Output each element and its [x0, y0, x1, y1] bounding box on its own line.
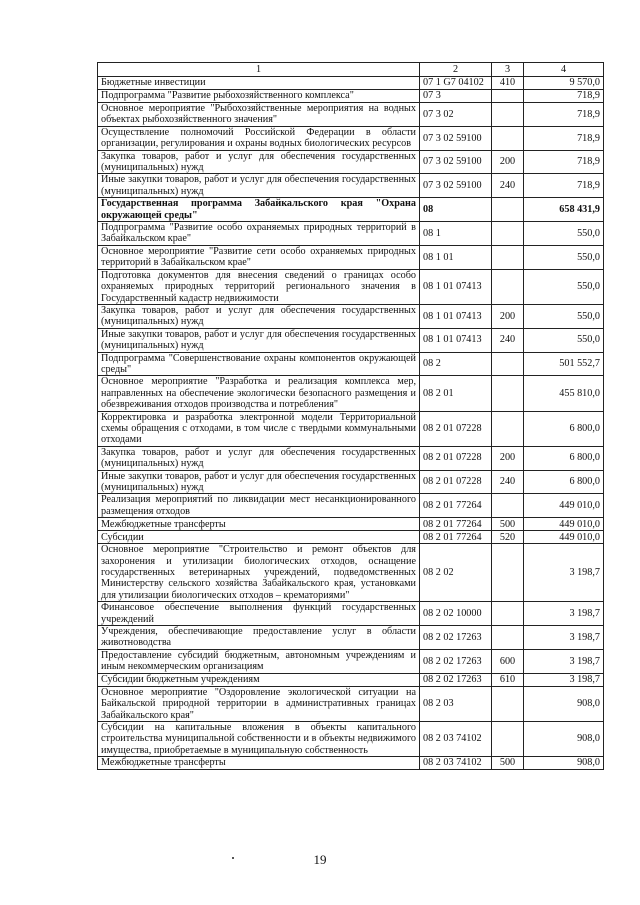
- table-row: [98, 174, 604, 198]
- row-description: Закупка товаров, работ и услуг для обеспечения государственных (муниципальных) нужд: [98, 304, 420, 328]
- row-amount: 908,0: [524, 757, 604, 770]
- row-code: 08: [420, 198, 492, 222]
- row-code: 08 2 03 74102: [420, 757, 492, 770]
- row-expense-type: [492, 103, 524, 127]
- row-amount: 718,9: [524, 90, 604, 103]
- row-expense-type: 500: [492, 757, 524, 770]
- row-description: Подготовка документов для внесения сведений о границах особо охраняемых природных территорий регионального значения в Государственный кадастр недвижимости: [98, 269, 420, 304]
- row-code: 08 2 03 74102: [420, 721, 492, 756]
- row-code: 08 2 01: [420, 376, 492, 411]
- row-description: Субсидии: [98, 531, 420, 544]
- row-code: 08 2 02 10000: [420, 602, 492, 626]
- row-description: Подпрограмма "Совершенствование охраны компонентов окружающей среды": [98, 352, 420, 376]
- row-amount: 449 010,0: [524, 494, 604, 518]
- row-expense-type: [492, 494, 524, 518]
- row-amount: 3 198,7: [524, 544, 604, 602]
- header-col-2: 2: [420, 63, 492, 77]
- row-code: 08 2 01 07228: [420, 470, 492, 494]
- row-expense-type: [492, 376, 524, 411]
- row-description: Закупка товаров, работ и услуг для обеспечения государственных (муниципальных) нужд: [98, 150, 420, 174]
- row-code: 07 3 02 59100: [420, 126, 492, 150]
- table-row: [98, 649, 604, 673]
- row-amount: 658 431,9: [524, 198, 604, 222]
- row-amount: 550,0: [524, 328, 604, 352]
- row-amount: 550,0: [524, 245, 604, 269]
- row-amount: 718,9: [524, 126, 604, 150]
- row-code: 07 3: [420, 90, 492, 103]
- table-row: [98, 411, 604, 446]
- row-expense-type: [492, 411, 524, 446]
- row-code: 08 2 01 77264: [420, 518, 492, 531]
- row-code: 08 2: [420, 352, 492, 376]
- row-amount: 550,0: [524, 269, 604, 304]
- row-code: 08 2 01 07228: [420, 411, 492, 446]
- table-row: [98, 602, 604, 626]
- table-row: [98, 446, 604, 470]
- table-row: [98, 222, 604, 246]
- row-amount: 550,0: [524, 222, 604, 246]
- row-description: Основное мероприятие "Рыбохозяйственные мероприятия на водных объектах рыбохозяйственного значения": [98, 103, 420, 127]
- row-description: Основное мероприятие "Развитие сети особо охраняемых природных территорий в Забайкальском крае": [98, 245, 420, 269]
- row-description: Иные закупки товаров, работ и услуг для обеспечения государственных (муниципальных) нужд: [98, 174, 420, 198]
- row-code: 08 1 01: [420, 245, 492, 269]
- row-code: 08 2 02 17263: [420, 649, 492, 673]
- header-col-1: 1: [98, 63, 420, 77]
- page-number: 19: [313, 852, 327, 867]
- table-row: [98, 328, 604, 352]
- row-expense-type: 610: [492, 673, 524, 686]
- row-code: 07 3 02: [420, 103, 492, 127]
- row-expense-type: [492, 90, 524, 103]
- row-code: 08 2 02: [420, 544, 492, 602]
- row-description: Основное мероприятие "Разработка и реализация комплекса мер, направленных на обеспечение экологически безопасного размещения и обезвреживания отходов производства и потребления": [98, 376, 420, 411]
- row-description: Подпрограмма "Развитие особо охраняемых природных территорий в Забайкальском крае": [98, 222, 420, 246]
- table-row: [98, 126, 604, 150]
- table-row: [98, 686, 604, 721]
- row-expense-type: [492, 686, 524, 721]
- row-expense-type: 240: [492, 174, 524, 198]
- table-row: [98, 757, 604, 770]
- table-row: [98, 376, 604, 411]
- row-code: 08 2 02 17263: [420, 673, 492, 686]
- row-expense-type: [492, 245, 524, 269]
- table-row: [98, 626, 604, 650]
- table-row: [98, 518, 604, 531]
- row-description: Бюджетные инвестиции: [98, 77, 420, 90]
- table-row: [98, 103, 604, 127]
- row-expense-type: 200: [492, 150, 524, 174]
- row-expense-type: 600: [492, 649, 524, 673]
- row-code: 08 2 02 17263: [420, 626, 492, 650]
- row-description: Иные закупки товаров, работ и услуг для обеспечения государственных (муниципальных) нужд: [98, 328, 420, 352]
- row-description: Учреждения, обеспечивающие предоставление услуг в области животноводства: [98, 626, 420, 650]
- row-description: Корректировка и разработка электронной модели Территориальной схемы обращения с отходами, в том числе с твердыми коммунальными отходами: [98, 411, 420, 446]
- row-description: Межбюджетные трансферты: [98, 757, 420, 770]
- row-expense-type: 410: [492, 77, 524, 90]
- row-description: Субсидии на капитальные вложения в объекты капитального строительства муниципальной собственности и в объекты недвижимого имущества, приобретаемые в муниципальную собственность: [98, 721, 420, 756]
- row-description: Осуществление полномочий Российской Федерации в области организации, регулирования и охраны водных биологических ресурсов: [98, 126, 420, 150]
- row-amount: 718,9: [524, 103, 604, 127]
- row-description: Финансовое обеспечение выполнения функций государственных учреждений: [98, 602, 420, 626]
- row-expense-type: [492, 626, 524, 650]
- row-expense-type: 500: [492, 518, 524, 531]
- table-row: [98, 544, 604, 602]
- row-code: 08 1: [420, 222, 492, 246]
- row-expense-type: 200: [492, 304, 524, 328]
- row-amount: 550,0: [524, 304, 604, 328]
- row-amount: 908,0: [524, 686, 604, 721]
- row-description: Межбюджетные трансферты: [98, 518, 420, 531]
- table-row: [98, 77, 604, 90]
- row-amount: 908,0: [524, 721, 604, 756]
- budget-table-body: [98, 63, 604, 770]
- row-code: 07 3 02 59100: [420, 150, 492, 174]
- row-amount: 455 810,0: [524, 376, 604, 411]
- row-expense-type: [492, 544, 524, 602]
- table-row: [98, 245, 604, 269]
- row-amount: 449 010,0: [524, 531, 604, 544]
- table-row: [98, 269, 604, 304]
- row-amount: 3 198,7: [524, 673, 604, 686]
- row-description: Подпрограмма "Развитие рыбохозяйственного комплекса": [98, 90, 420, 103]
- row-code: 08 1 01 07413: [420, 328, 492, 352]
- row-code: 08 2 03: [420, 686, 492, 721]
- row-expense-type: [492, 721, 524, 756]
- table-row: [98, 494, 604, 518]
- header-col-3: 3: [492, 63, 524, 77]
- table-row: [98, 304, 604, 328]
- row-expense-type: [492, 352, 524, 376]
- row-code: 08 2 01 77264: [420, 531, 492, 544]
- row-description: Основное мероприятие "Строительство и ремонт объектов для захоронения и утилизации биологических отходов, оснащение государственных ветеринарных учреждений, подведомственных Министерству сельского хозяйства Забайкальского края, установками для утилизации биологических отходов – крематориями": [98, 544, 420, 602]
- row-amount: 6 800,0: [524, 411, 604, 446]
- row-code: 07 3 02 59100: [420, 174, 492, 198]
- table-row: [98, 150, 604, 174]
- row-code: 08 2 01 07228: [420, 446, 492, 470]
- row-amount: 3 198,7: [524, 602, 604, 626]
- row-description: Предоставление субсидий бюджетным, автономным учреждениям и иным некоммерческим организациям: [98, 649, 420, 673]
- row-amount: 3 198,7: [524, 649, 604, 673]
- table-row: [98, 673, 604, 686]
- row-expense-type: [492, 198, 524, 222]
- row-expense-type: 240: [492, 328, 524, 352]
- row-expense-type: [492, 269, 524, 304]
- row-amount: 3 198,7: [524, 626, 604, 650]
- table-row: [98, 90, 604, 103]
- row-expense-type: 240: [492, 470, 524, 494]
- budget-table: [97, 62, 604, 770]
- row-code: 08 2 01 77264: [420, 494, 492, 518]
- row-amount: 449 010,0: [524, 518, 604, 531]
- row-description: Реализация мероприятий по ликвидации мест несанкционированного размещения отходов: [98, 494, 420, 518]
- row-expense-type: [492, 602, 524, 626]
- table-row: [98, 470, 604, 494]
- table-row: [98, 721, 604, 756]
- row-description: Закупка товаров, работ и услуг для обеспечения государственных (муниципальных) нужд: [98, 446, 420, 470]
- row-description: Иные закупки товаров, работ и услуг для обеспечения государственных (муниципальных) нужд: [98, 470, 420, 494]
- table-row: [98, 531, 604, 544]
- header-col-4: 4: [524, 63, 604, 77]
- row-description: Основное мероприятие "Оздоровление экологической ситуации на Байкальской природной территории в административных границах Забайкальского края": [98, 686, 420, 721]
- row-amount: 718,9: [524, 150, 604, 174]
- row-amount: 6 800,0: [524, 470, 604, 494]
- row-code: 07 1 G7 04102: [420, 77, 492, 90]
- row-code: 08 1 01 07413: [420, 269, 492, 304]
- row-amount: 6 800,0: [524, 446, 604, 470]
- row-description: Субсидии бюджетным учреждениям: [98, 673, 420, 686]
- row-amount: 9 570,0: [524, 77, 604, 90]
- row-expense-type: 200: [492, 446, 524, 470]
- row-amount: 718,9: [524, 174, 604, 198]
- row-amount: 501 552,7: [524, 352, 604, 376]
- row-expense-type: [492, 222, 524, 246]
- row-code: 08 1 01 07413: [420, 304, 492, 328]
- row-expense-type: 520: [492, 531, 524, 544]
- table-row: [98, 352, 604, 376]
- table-header-row: [98, 63, 604, 77]
- table-row: [98, 198, 604, 222]
- row-expense-type: [492, 126, 524, 150]
- row-description: Государственная программа Забайкальского края "Охрана окружающей среды": [98, 198, 420, 222]
